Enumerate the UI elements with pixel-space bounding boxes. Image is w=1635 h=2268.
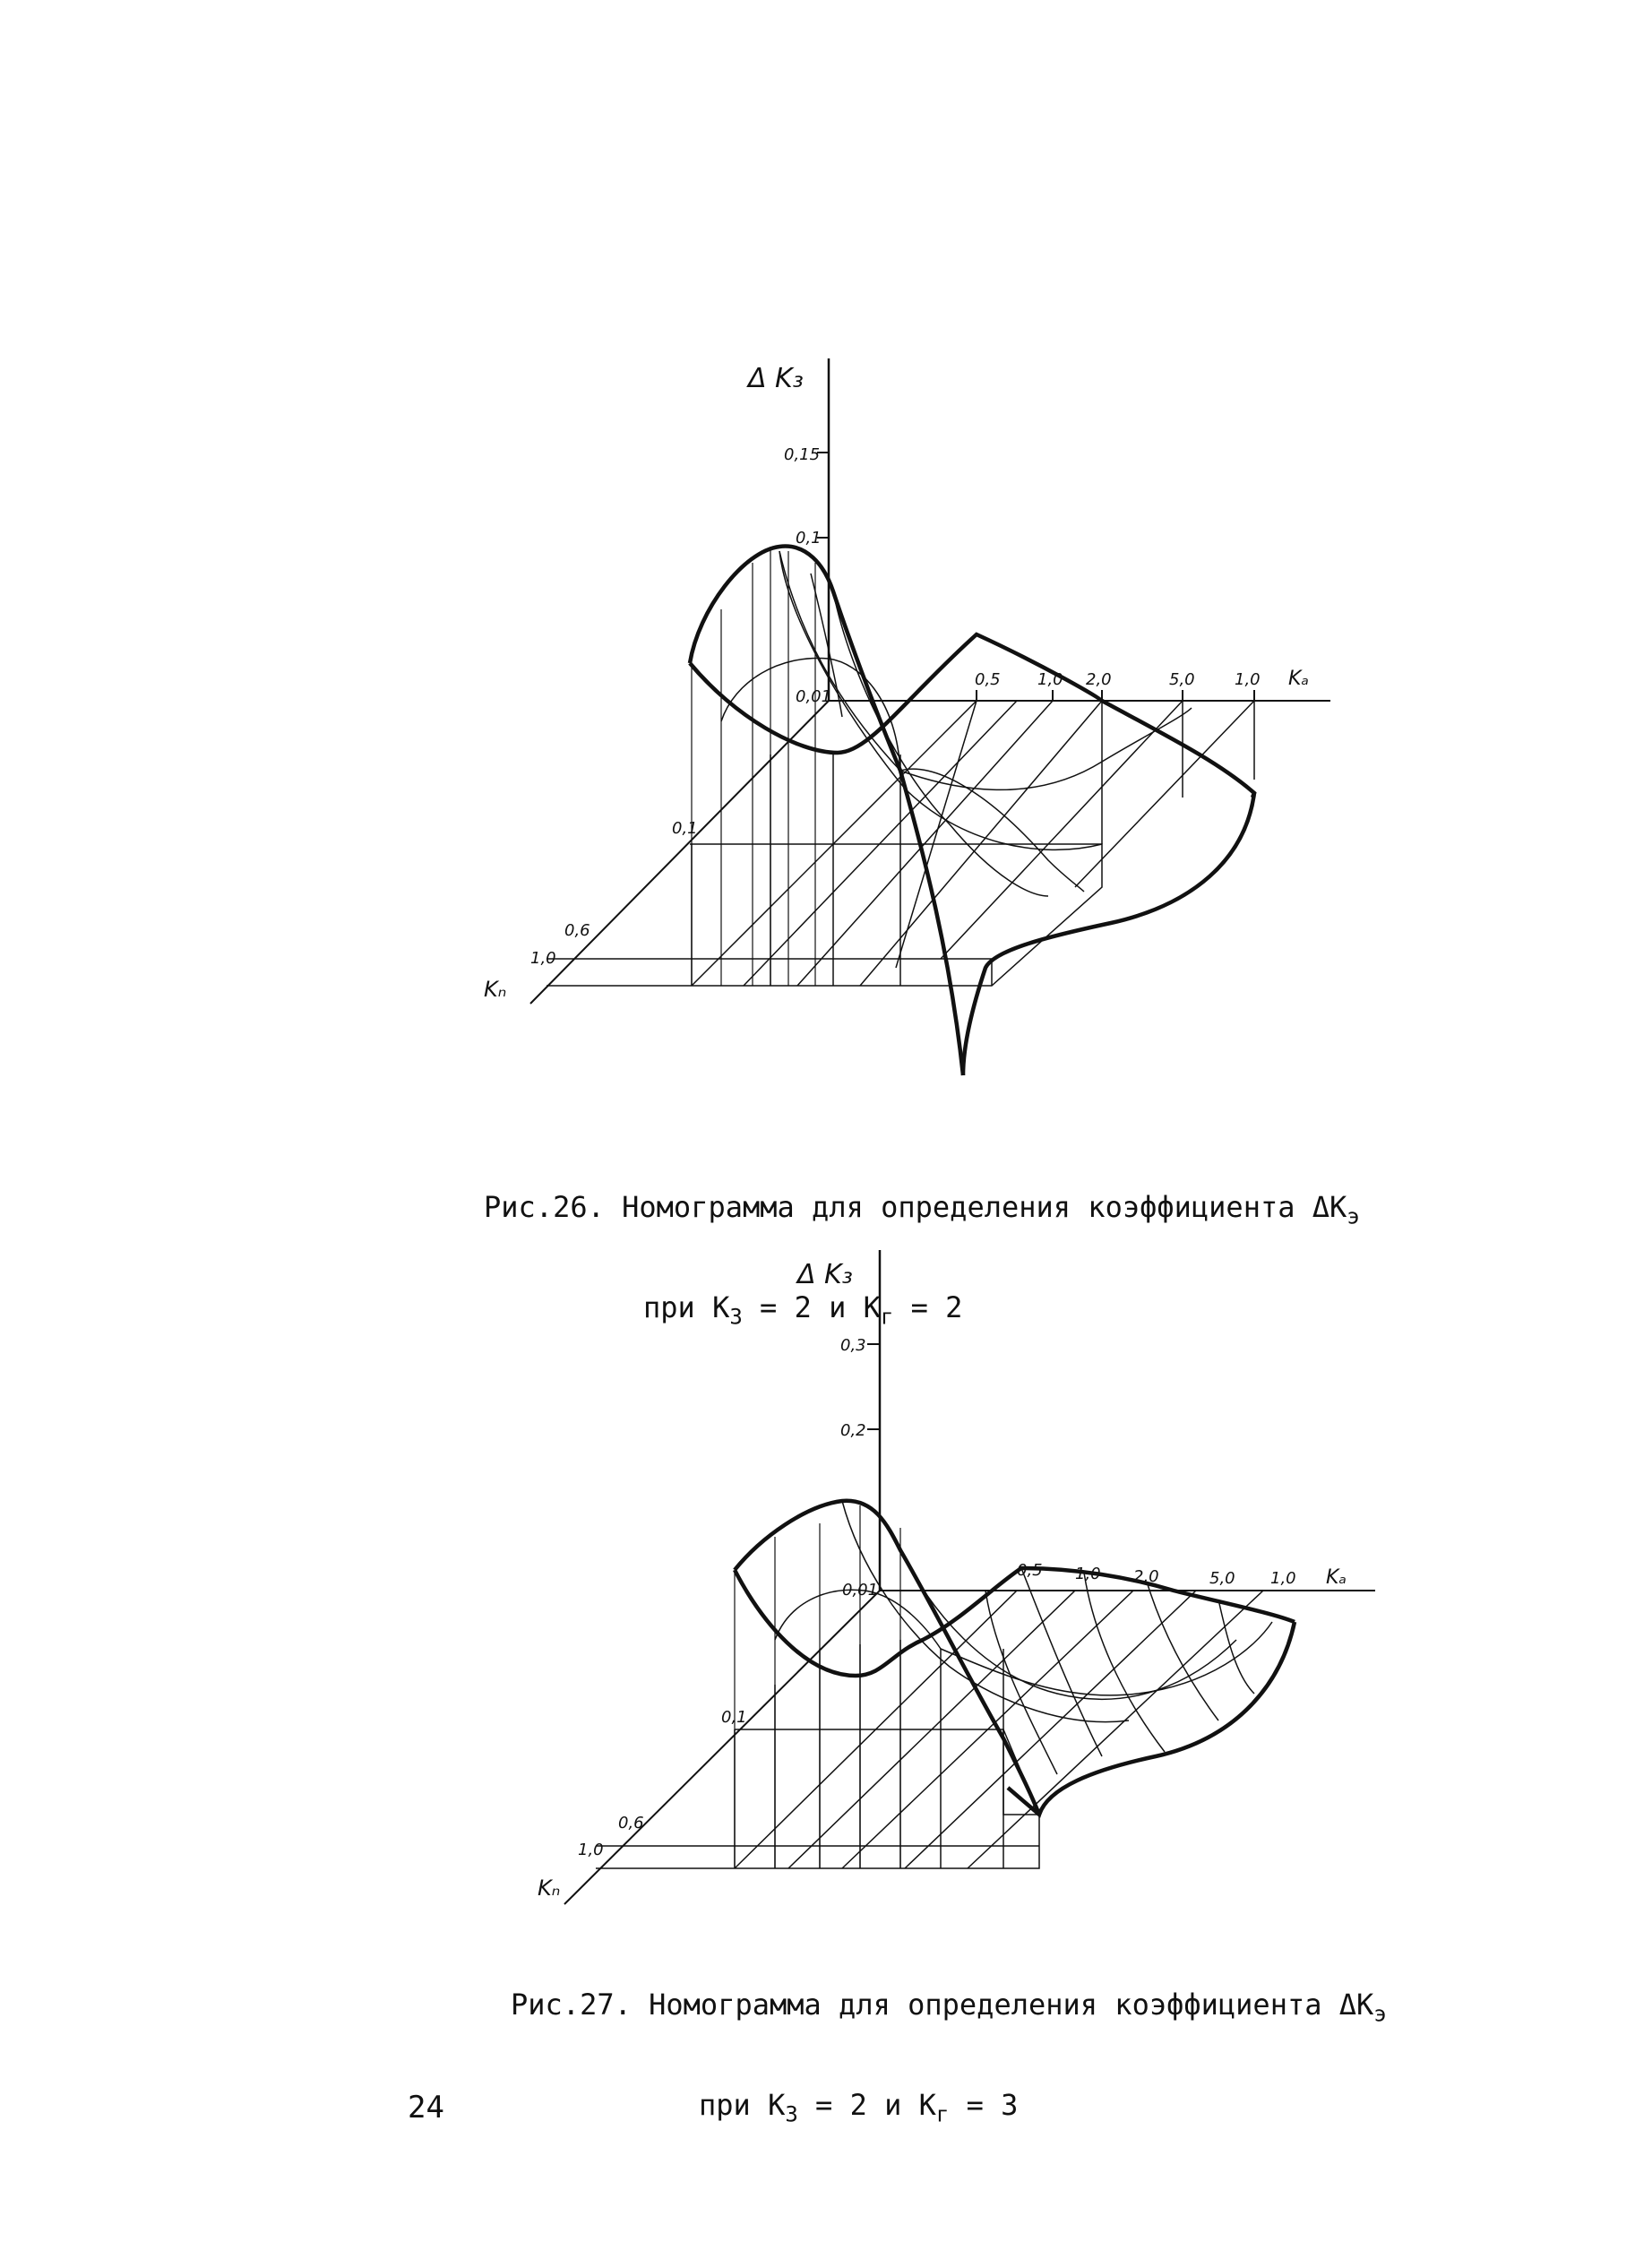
z-tick-label: 0,2 — [840, 1421, 866, 1440]
y-tick-label: 1,0 — [530, 949, 556, 968]
z-tick-label: 0,01 — [842, 1581, 879, 1600]
figure-27-caption — [511, 1928, 1387, 2160]
x-axis-label: Kₐ — [1326, 1566, 1347, 1589]
x-tick-label: 0,5 — [975, 670, 1001, 689]
base-grid — [596, 1591, 1263, 1868]
z-tick-label: 0,1 — [796, 529, 822, 548]
x-tick-label: 0,5 — [1017, 1561, 1043, 1580]
x-tick-label: 1,0 — [1037, 670, 1063, 689]
caption-line-1: Рис.26. Номограмма для определения коэффициента $\Delta K_э$ — [484, 1190, 1360, 1229]
caption-line-2: при $K_3 = 2$ и $K_г = 3$ — [699, 2088, 1019, 2127]
y-axis-label: Kₙ — [484, 977, 507, 1002]
surface-27 — [735, 1501, 1295, 1815]
base-grid — [546, 701, 1254, 986]
x-tick-label: 1,0 — [1235, 670, 1261, 689]
z-tick-label: 0,3 — [840, 1336, 866, 1355]
y-tick-label: 0,6 — [618, 1814, 644, 1833]
x-tick-label: 5,0 — [1209, 1569, 1235, 1588]
x-tick-label: 2,0 — [1133, 1567, 1159, 1586]
x-tick-label: 1,0 — [1270, 1569, 1296, 1588]
z-tick-label: 0,15 — [784, 445, 821, 464]
page-number: 24 — [408, 2090, 444, 2126]
y-tick-label: 0,1 — [672, 819, 698, 838]
y-tick-label: 0,1 — [721, 1708, 747, 1727]
x-axis-label: Kₐ — [1288, 668, 1310, 690]
y-axis-label: Kₙ — [538, 1876, 561, 1901]
surface-26 — [690, 547, 1254, 1075]
figure-26-caption — [484, 1131, 1360, 1363]
y-tick-label: 0,6 — [564, 921, 590, 940]
x-tick-label: 1,0 — [1075, 1565, 1101, 1583]
x-tick-label: 5,0 — [1169, 670, 1195, 689]
caption-line-1: Рис.27. Номограмма для определения коэффициента $\Delta K_э$ — [511, 1988, 1387, 2027]
x-tick-label: 2,0 — [1086, 670, 1112, 689]
z-tick-label: 0,01 — [796, 687, 832, 706]
z-axis-label: Δ K₃ — [748, 363, 804, 394]
figure-26 — [530, 358, 1330, 1075]
caption-line-2: при $K_3 = 2$ и $K_г = 2$ — [643, 1290, 963, 1330]
figure-26-labels — [484, 363, 1309, 1002]
y-axis — [564, 1591, 880, 1904]
z-axis-label: Δ K₃ — [797, 1259, 853, 1290]
y-tick-label: 1,0 — [578, 1841, 604, 1859]
